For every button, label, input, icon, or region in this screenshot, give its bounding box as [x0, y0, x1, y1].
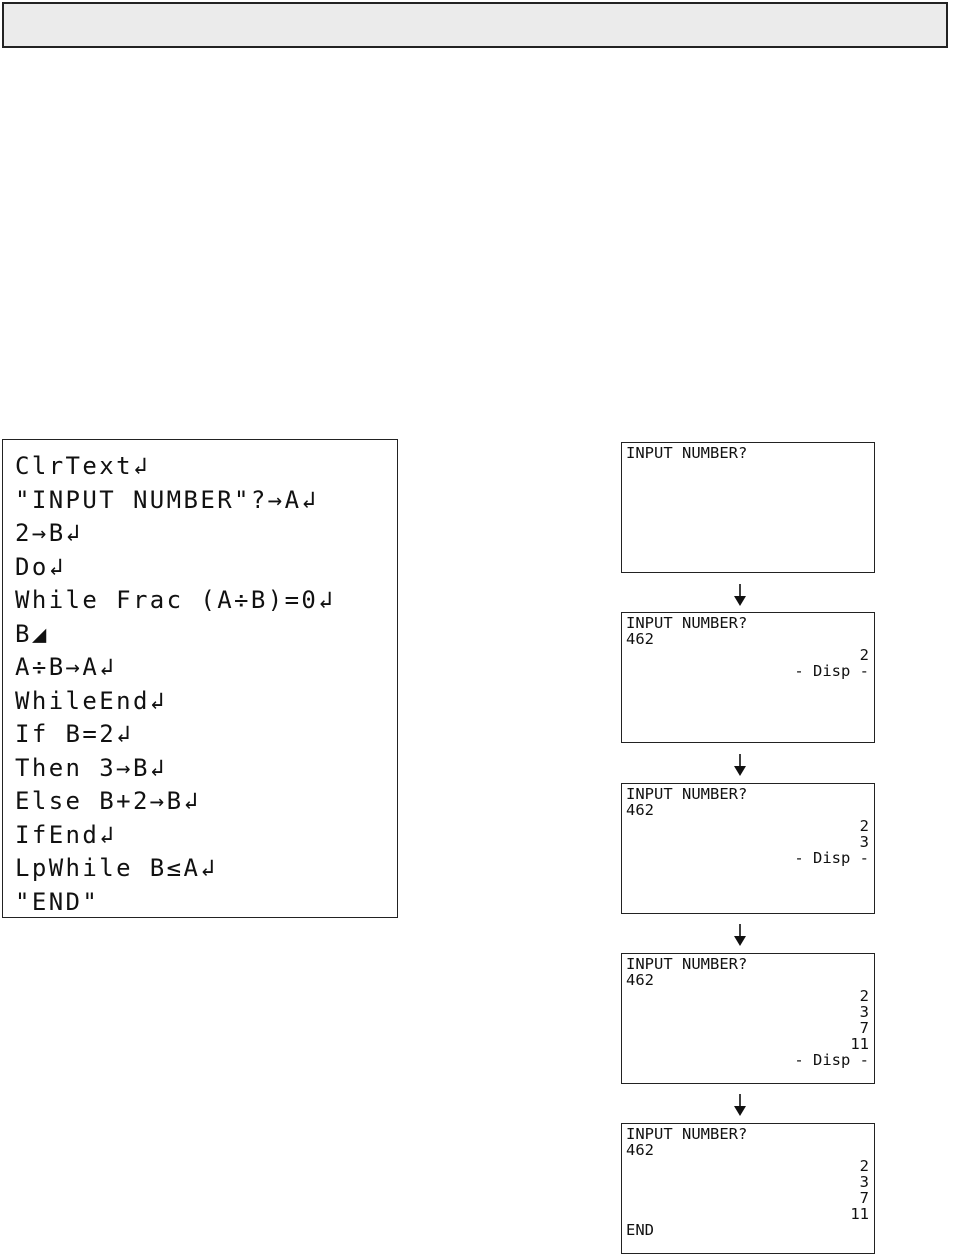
program-line: Else B+2→B↲: [15, 787, 201, 815]
screen-prompt: INPUT NUMBER?: [626, 444, 748, 462]
program-listing: [2, 439, 398, 918]
program-line: IfEnd↲: [15, 820, 117, 849]
screen-prompt: INPUT NUMBER?: [626, 614, 748, 632]
program-line: "END": [15, 887, 100, 916]
screen-value: 11: [850, 1035, 869, 1053]
program-line: B◢: [15, 619, 49, 648]
arrow-down-icon: [733, 584, 747, 606]
program-line: Then 3→B↲: [15, 753, 167, 782]
program-line: While Frac (A÷B)=0↲: [15, 586, 336, 614]
program-line: 2→B↲: [15, 519, 83, 547]
calculator-screen-1: [621, 442, 875, 573]
title-bar: [2, 2, 948, 48]
screen-end-text: END: [626, 1221, 654, 1239]
screen-value: 3: [859, 1003, 869, 1021]
screen-input: 462: [626, 801, 654, 819]
screen-value: 7: [859, 1189, 869, 1207]
screen-value: 2: [859, 646, 869, 664]
screen-value: 3: [859, 833, 869, 851]
screen-value: 11: [850, 1205, 869, 1223]
arrow-down-icon: [733, 754, 747, 776]
arrow-down-icon: [733, 924, 747, 946]
calculator-screen-4: [621, 953, 875, 1084]
screen-value: 2: [859, 817, 869, 835]
screen-value: 3: [859, 1173, 869, 1191]
program-line: Do↲: [15, 552, 66, 581]
screen-disp-indicator: - Disp -: [794, 662, 869, 680]
program-lines: [15, 450, 335, 919]
screen-value: 2: [859, 987, 869, 1005]
calculator-screen-3: [621, 783, 875, 914]
program-line: A÷B→A↲: [15, 653, 117, 681]
screen-disp-indicator: - Disp -: [794, 1051, 869, 1069]
program-line: LpWhile B≤A↲: [15, 854, 218, 882]
arrow-down-icon: [733, 1094, 747, 1116]
screen-value: 2: [859, 1157, 869, 1175]
screen-prompt: INPUT NUMBER?: [626, 1125, 748, 1143]
screen-input: 462: [626, 630, 654, 648]
screen-input: 462: [626, 971, 654, 989]
program-line: WhileEnd↲: [15, 686, 167, 715]
calculator-screen-5: [621, 1123, 875, 1254]
screen-value: 7: [859, 1019, 869, 1037]
program-line: "INPUT NUMBER"?→A↲: [15, 485, 319, 514]
calculator-screen-2: [621, 612, 875, 743]
screen-prompt: INPUT NUMBER?: [626, 785, 748, 803]
program-line: If B=2↲: [15, 720, 133, 748]
program-line: ClrText↲: [15, 452, 150, 480]
screen-prompt: INPUT NUMBER?: [626, 955, 748, 973]
screen-disp-indicator: - Disp -: [794, 849, 869, 867]
screen-input: 462: [626, 1141, 654, 1159]
